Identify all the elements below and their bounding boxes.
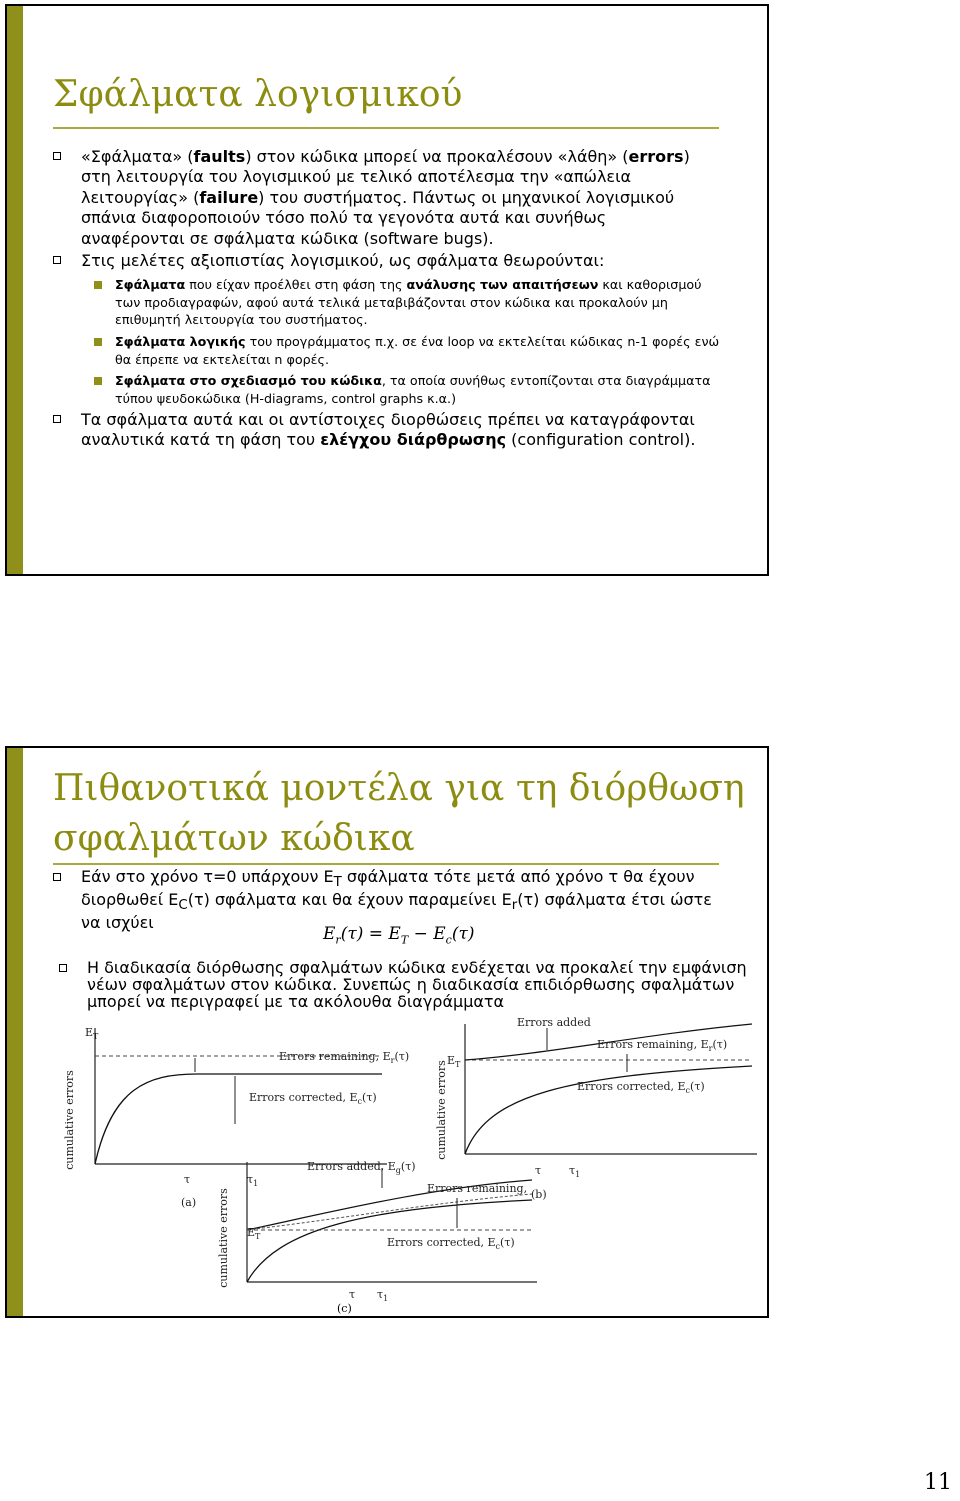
accent-bar — [7, 6, 23, 574]
subbullet-logic: Σφάλματα λογικής του προγράμματος π.χ. σε ένα loop να εκτελείται κώδικας n-1 φορές ενώ θα έπρεπε να εκτελείται n φορές. — [115, 333, 723, 368]
svg-text:τ1: $\tau_1$ — [377, 1288, 389, 1303]
svg-text:(b): (b) — [531, 1188, 547, 1201]
y-axis-label: cumulative errors — [435, 1060, 448, 1160]
svg-text:τ: τ — [535, 1164, 542, 1177]
svg-text:ET: $E_T$ — [247, 1226, 261, 1241]
square-bullet-icon — [53, 415, 61, 423]
square-bullet-icon — [53, 152, 61, 160]
bullet-configuration: Τα σφάλματα αυτά και οι αντίστοιχες διορθώσεις πρέπει να καταγράφονται αναλυτικά κατά τη φάση του ελέγχου διάρθρωσης (configuration control). — [81, 410, 721, 451]
y-axis-label: cumulative errors — [63, 1070, 76, 1170]
bullet-correction-process: Η διαδικασία διόρθωσης σφαλμάτων κώδικα ενδέχεται να προκαλεί την εμφάνιση νέων σφαλμάτων στον κώδικα. Συνεπώς η διαδικασία επιδιόρθωσης σφαλμάτων μπορεί να περιγραφεί με τα ακόλουθα διαγράμματα — [87, 959, 747, 1010]
subbullet-requirements: Σφάλματα που είχαν προέλθει στη φάση της ανάλυσης των απαιτήσεων και καθορισμού των προδιαγραφών, αφού αυτά τελικά μεταβιβάζονται στον κώδικα και προκαλούν μη επιθυμητή λειτουργία του συστήματος. — [115, 276, 715, 329]
svg-text:(a): (a) — [181, 1196, 197, 1209]
filled-square-bullet-icon — [94, 281, 102, 289]
slide-title-line-2: σφαλμάτων κώδικα — [53, 818, 415, 859]
svg-text:τ1: $\tau_1$ — [569, 1164, 581, 1179]
title-rule — [53, 863, 719, 865]
bullet-errors-definition: Εάν στο χρόνο τ=0 υπάρχουν $E_T$ σφάλματα τότε μετά από χρόνο τ θα έχουν διορθωθεί $E_C(\tau)$ σφάλματα και θα έχουν παραμείνει $E_r(\tau)$ σφάλματα έτσι ώστε να ισχύει — [81, 868, 721, 931]
accent-bar — [7, 748, 23, 1316]
square-bullet-icon — [53, 256, 61, 264]
svg-text:τ: τ — [349, 1288, 356, 1301]
svg-text:Errors added, Eg(τ): Errors added, $E_g(\tau)$ — [307, 1160, 416, 1175]
slide-2 — [5, 746, 769, 1318]
bullet-faults: «Σφάλματα» (faults) στον κώδικα μπορεί να προκαλέσουν «λάθη» (errors) στη λειτουργία του λογισμικού με τελικό αποτέλεσμα την «απώλεια λειτουργίας» (failure) του συστήματος. Πάντως οι μηχανικοί λογισμικού σπάνια διαφοροποιούν τόσο πολύ τα γεγονότα αυτά και συνήθως αναφέρονται σε σφάλματα κώδικα (software bugs). — [81, 147, 701, 249]
svg-text:ET: $E_T$ — [85, 1026, 99, 1041]
svg-text:ET: $E_T$ — [447, 1054, 461, 1069]
svg-text:Errors remaining, Er(τ): Errors remaining, $E_r(\tau)$ — [279, 1050, 410, 1065]
svg-text:τ: τ — [184, 1173, 191, 1186]
title-rule — [53, 127, 719, 129]
filled-square-bullet-icon — [94, 338, 102, 346]
bullet-reliability: Στις μελέτες αξιοπιστίας λογισμικού, ως σφάλματα θεωρούνται: — [81, 251, 721, 271]
square-bullet-icon — [59, 964, 67, 972]
diagram-c — [207, 1158, 547, 1316]
svg-text:Errors remaining, Er(τ): Errors remaining, $E_r(\tau)$ — [597, 1038, 728, 1053]
page-number: 11 — [924, 1470, 952, 1495]
slide-title-line-1: Πιθανοτικά μοντέλα για τη διόρθωση — [53, 768, 745, 809]
svg-text:Errors corrected, Ec(τ): Errors corrected, $E_c(\tau)$ — [387, 1236, 515, 1251]
subbullet-design: Σφάλματα στο σχεδιασμό του κώδικα, τα οποία συνήθως εντοπίζονται στα διαγράμματα τύπου ψευδοκώδικα (H-diagrams, control graphs κ.α.) — [115, 372, 715, 407]
slide-title: Σφάλματα λογισμικού — [53, 74, 463, 115]
diagram-c-caption: (c) — [337, 1302, 352, 1315]
y-axis-label: cumulative errors — [217, 1188, 230, 1288]
error-equation: $E_r(\tau) = E_T - E_c(\tau)$ — [323, 924, 475, 947]
slide-1 — [5, 4, 769, 576]
svg-text:Errors remaining,: Errors remaining, — [427, 1182, 528, 1195]
square-bullet-icon — [53, 873, 61, 881]
svg-text:Errors added: Errors added — [517, 1016, 591, 1029]
svg-text:τ1: $\tau_1$ — [247, 1173, 259, 1188]
svg-text:Errors corrected, Ec(τ): Errors corrected, $E_c(\tau)$ — [249, 1091, 377, 1106]
svg-text:Errors corrected, Ec(τ): Errors corrected, $E_c(\tau)$ — [577, 1080, 705, 1095]
filled-square-bullet-icon — [94, 377, 102, 385]
